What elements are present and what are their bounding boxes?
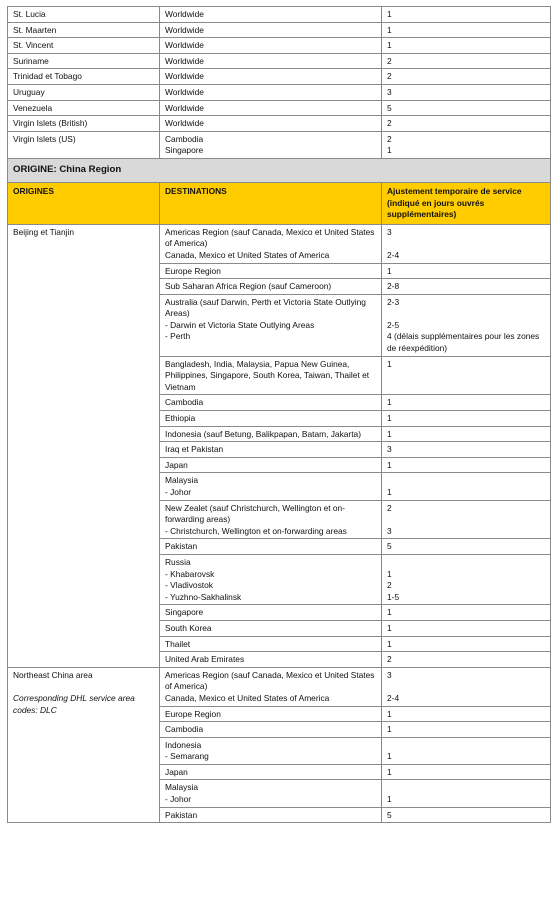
cell-line: Cambodia	[165, 724, 204, 735]
col-header-destinations: DESTINATIONS	[160, 182, 382, 224]
origin-cell	[8, 667, 160, 823]
col-header-ajustement: Ajustement temporaire de service (indiqué en jours ouvrés supplémentaires)	[382, 182, 551, 224]
table-row	[8, 22, 551, 38]
cell-line: 1	[387, 487, 392, 497]
cell-line: Thailet	[165, 638, 191, 649]
cell-line: Europe Region	[165, 265, 221, 276]
adjustment-cell	[382, 116, 551, 132]
destination-cell	[160, 620, 382, 636]
cell-line: 1	[387, 568, 392, 579]
adjustment-cell	[382, 473, 551, 500]
cell-line: Malaysia	[165, 782, 199, 793]
destination-cell	[160, 780, 382, 807]
destination-cell	[160, 224, 382, 263]
cell-line: 1	[387, 358, 392, 369]
cell-line: 2	[387, 71, 392, 82]
destination-cell	[160, 426, 382, 442]
adjustment-cell	[382, 426, 551, 442]
destination-cell	[160, 636, 382, 652]
adjustment-cell	[382, 636, 551, 652]
adjustment-cell	[382, 500, 551, 539]
adjustment-cell	[382, 737, 551, 764]
line-spacer	[387, 308, 545, 320]
sub-item: - Christchurch, Wellington et on-forwarding areas	[165, 525, 347, 536]
line-spacer	[387, 681, 545, 693]
cell-line: Sub Saharan Africa Region (sauf Cameroon)	[165, 281, 332, 292]
destination-cell	[160, 722, 382, 738]
line-spacer	[387, 475, 545, 487]
cell-line: Worldwide	[165, 40, 204, 51]
cell-line: 1	[387, 428, 392, 439]
cell-line: Americas Region (sauf Canada, Mexico et United States of America)	[165, 226, 375, 249]
adjustment-cell	[382, 263, 551, 279]
cell-line: Worldwide	[165, 24, 204, 35]
cell-line: Worldwide	[165, 118, 204, 129]
sub-item: - Semarang	[165, 751, 209, 762]
origin-cell: St. Lucia	[8, 7, 160, 23]
cell-line: 2	[387, 118, 392, 129]
cell-line: Japan	[165, 766, 188, 777]
cell-line: Cambodia	[165, 397, 204, 408]
northeast-group	[8, 667, 551, 823]
cell-line: 1	[387, 724, 392, 735]
cell-line: 5	[387, 102, 392, 113]
cell-line: Canada, Mexico et United States of America	[165, 249, 330, 260]
cell-line: 1	[387, 413, 392, 424]
destination-cell	[160, 442, 382, 458]
beijing-group	[8, 224, 551, 667]
cell-line: 2	[387, 133, 392, 144]
cell-line: 1	[387, 607, 392, 618]
sub-item: - Khabarovsk	[165, 568, 215, 579]
cell-line: Singapore	[165, 607, 204, 618]
cell-line: Indonesia (sauf Betung, Balikpapan, Batam, Jakarta)	[165, 428, 361, 439]
destination-cell	[160, 411, 382, 427]
destination-cell	[160, 807, 382, 823]
cell-line: Worldwide	[165, 55, 204, 66]
adjustment-cell	[382, 22, 551, 38]
adjustment-cell	[382, 411, 551, 427]
adjustment-cell	[382, 764, 551, 780]
cell-line: 2	[387, 55, 392, 66]
destination-cell	[160, 7, 382, 23]
table-row	[8, 224, 551, 263]
line-spacer	[387, 557, 545, 569]
adjustment-cell	[382, 652, 551, 668]
cell-line: 2	[387, 654, 392, 665]
cell-line: 4 (délais supplémentaires pour les zones de réexpédition)	[387, 331, 540, 354]
cell-line: 1	[387, 751, 392, 762]
table-row	[8, 69, 551, 85]
origin-cell: Trinidad et Tobago	[8, 69, 160, 85]
destination-cell	[160, 667, 382, 706]
adjustment-cell	[382, 131, 551, 158]
line-spacer	[387, 514, 545, 526]
cell-line: Canada, Mexico et United States of America	[165, 692, 330, 703]
table-row	[8, 53, 551, 69]
sub-item: - Perth	[165, 331, 191, 342]
destination-cell	[160, 279, 382, 295]
cell-line: Singapore	[165, 145, 204, 156]
cell-line: Cambodia	[165, 133, 204, 144]
cell-line: 1	[387, 40, 392, 51]
destination-cell	[160, 100, 382, 116]
cell-line: 2	[387, 502, 392, 513]
cell-line: United Arab Emirates	[165, 654, 245, 665]
adjustment-cell	[382, 53, 551, 69]
cell-line: 1	[387, 459, 392, 470]
line-spacer	[387, 740, 545, 752]
destination-cell	[160, 131, 382, 158]
cell-line: Pakistan	[165, 809, 198, 820]
col-header-origines: ORIGINES	[8, 182, 160, 224]
adjustment-cell	[382, 620, 551, 636]
cell-line: 1	[387, 145, 392, 156]
cell-line: 2-3	[387, 296, 400, 307]
cell-line: 3	[387, 669, 392, 680]
cell-line: New Zealet (sauf Christchurch, Wellington et on-forwarding areas)	[165, 502, 345, 525]
adjustment-cell	[382, 457, 551, 473]
cell-line: Worldwide	[165, 102, 204, 113]
destination-cell	[160, 69, 382, 85]
destination-cell	[160, 706, 382, 722]
destination-cell	[160, 554, 382, 604]
cell-line: Pakistan	[165, 541, 198, 552]
cell-line: Worldwide	[165, 71, 204, 82]
table-row	[8, 116, 551, 132]
cell-line: 3	[387, 444, 392, 455]
adjustment-cell	[382, 69, 551, 85]
origin-cell: Virgin Islets (US)	[8, 131, 160, 158]
cell-line: Americas Region (sauf Canada, Mexico et United States of America)	[165, 669, 375, 692]
cell-line: Iraq et Pakistan	[165, 444, 224, 455]
sub-item: - Vladivostok	[165, 580, 213, 591]
origin-name: Northeast China area	[13, 669, 93, 680]
table-row	[8, 38, 551, 54]
cell-line: 2	[387, 580, 392, 591]
adjustment-cell	[382, 84, 551, 100]
destination-cell	[160, 457, 382, 473]
destination-cell	[160, 263, 382, 279]
adjustment-cell	[382, 605, 551, 621]
cell-line: 3	[387, 86, 392, 97]
adjustment-cell	[382, 807, 551, 823]
cell-line: 1	[387, 766, 392, 777]
cell-line: Australia (sauf Darwin, Perth et Victoria State Outlying Areas)	[165, 296, 366, 319]
cell-line: 1	[387, 397, 392, 408]
cell-line: 1	[387, 622, 392, 633]
cell-line: Worldwide	[165, 9, 204, 19]
destination-cell	[160, 764, 382, 780]
service-adjustment-table	[7, 6, 551, 823]
adjustment-cell	[382, 395, 551, 411]
table-row	[8, 100, 551, 116]
cell-line: 1	[387, 24, 392, 35]
sub-item: - Johor	[165, 794, 192, 805]
cell-line: 5	[387, 809, 392, 820]
destination-cell	[160, 38, 382, 54]
adjustment-cell	[382, 224, 551, 263]
table-row	[8, 131, 551, 158]
adjustment-cell	[382, 780, 551, 807]
destination-cell	[160, 500, 382, 539]
destination-cell	[160, 356, 382, 395]
adjustment-cell	[382, 706, 551, 722]
line-spacer	[387, 238, 545, 250]
sub-item: - Yuzhno-Sakhalinsk	[165, 591, 242, 602]
cell-line: South Korea	[165, 622, 212, 633]
cell-line: Ethiopia	[165, 413, 196, 424]
cell-line: 1	[387, 9, 392, 19]
origin-cell: Venezuela	[8, 100, 160, 116]
destination-cell	[160, 652, 382, 668]
cell-line: Bangladesh, India, Malaysia, Papua New Guinea, Philippines, Singapore, South Korea, Taiwan, Thailet et Vietnam	[165, 358, 370, 392]
cell-line: 3	[387, 226, 392, 237]
cell-line: 2-4	[387, 249, 400, 260]
destination-cell	[160, 22, 382, 38]
china-section	[8, 158, 551, 224]
cell-line: Europe Region	[165, 708, 221, 719]
cell-line: Indonesia	[165, 739, 202, 750]
adjustment-cell	[382, 38, 551, 54]
cell-line: 1	[387, 708, 392, 719]
destination-cell	[160, 737, 382, 764]
cell-line: Japan	[165, 459, 188, 470]
table-row	[8, 7, 551, 23]
adjustment-cell	[382, 294, 551, 356]
origin-cell: St. Vincent	[8, 38, 160, 54]
cell-line: Malaysia	[165, 475, 199, 486]
origin-cell: Suriname	[8, 53, 160, 69]
destination-cell	[160, 53, 382, 69]
destination-cell	[160, 605, 382, 621]
destination-cell	[160, 473, 382, 500]
adjustment-cell	[382, 667, 551, 706]
cell-line: 2-8	[387, 281, 400, 292]
column-header-row	[8, 182, 551, 224]
cell-line: 1	[387, 794, 392, 805]
line-spacer	[13, 681, 154, 693]
section-title: ORIGINE: China Region	[8, 158, 551, 182]
cell-line: 2-5	[387, 319, 400, 330]
cell-line: 3	[387, 525, 392, 536]
destination-cell	[160, 539, 382, 555]
cell-line: 1-5	[387, 591, 400, 602]
sub-item: - Johor	[165, 487, 192, 497]
table-row	[8, 667, 551, 706]
origin-name: Beijing et Tianjin	[13, 226, 74, 237]
origin-cell: Uruguay	[8, 84, 160, 100]
adjustment-cell	[382, 356, 551, 395]
cell-line: Russia	[165, 556, 191, 567]
adjustment-cell	[382, 279, 551, 295]
origin-cell: St. Maarten	[8, 22, 160, 38]
destination-cell	[160, 294, 382, 356]
cell-line: Worldwide	[165, 86, 204, 97]
origin-service-codes: Corresponding DHL service area codes: DLC	[13, 692, 135, 715]
sub-item: - Darwin et Victoria State Outlying Areas	[165, 319, 315, 330]
adjustment-cell	[382, 539, 551, 555]
cell-line: 2-4	[387, 692, 400, 703]
destination-cell	[160, 116, 382, 132]
adjustment-cell	[382, 442, 551, 458]
line-spacer	[387, 782, 545, 794]
cell-line: 1	[387, 638, 392, 649]
destination-cell	[160, 395, 382, 411]
top-rows	[8, 7, 551, 159]
adjustment-cell	[382, 7, 551, 23]
adjustment-cell	[382, 722, 551, 738]
cell-line: 1	[387, 265, 392, 276]
cell-line: 5	[387, 541, 392, 552]
origin-cell	[8, 224, 160, 667]
origin-cell: Virgin Islets (British)	[8, 116, 160, 132]
table-row	[8, 84, 551, 100]
section-header-row	[8, 158, 551, 182]
adjustment-cell	[382, 554, 551, 604]
adjustment-cell	[382, 100, 551, 116]
destination-cell	[160, 84, 382, 100]
